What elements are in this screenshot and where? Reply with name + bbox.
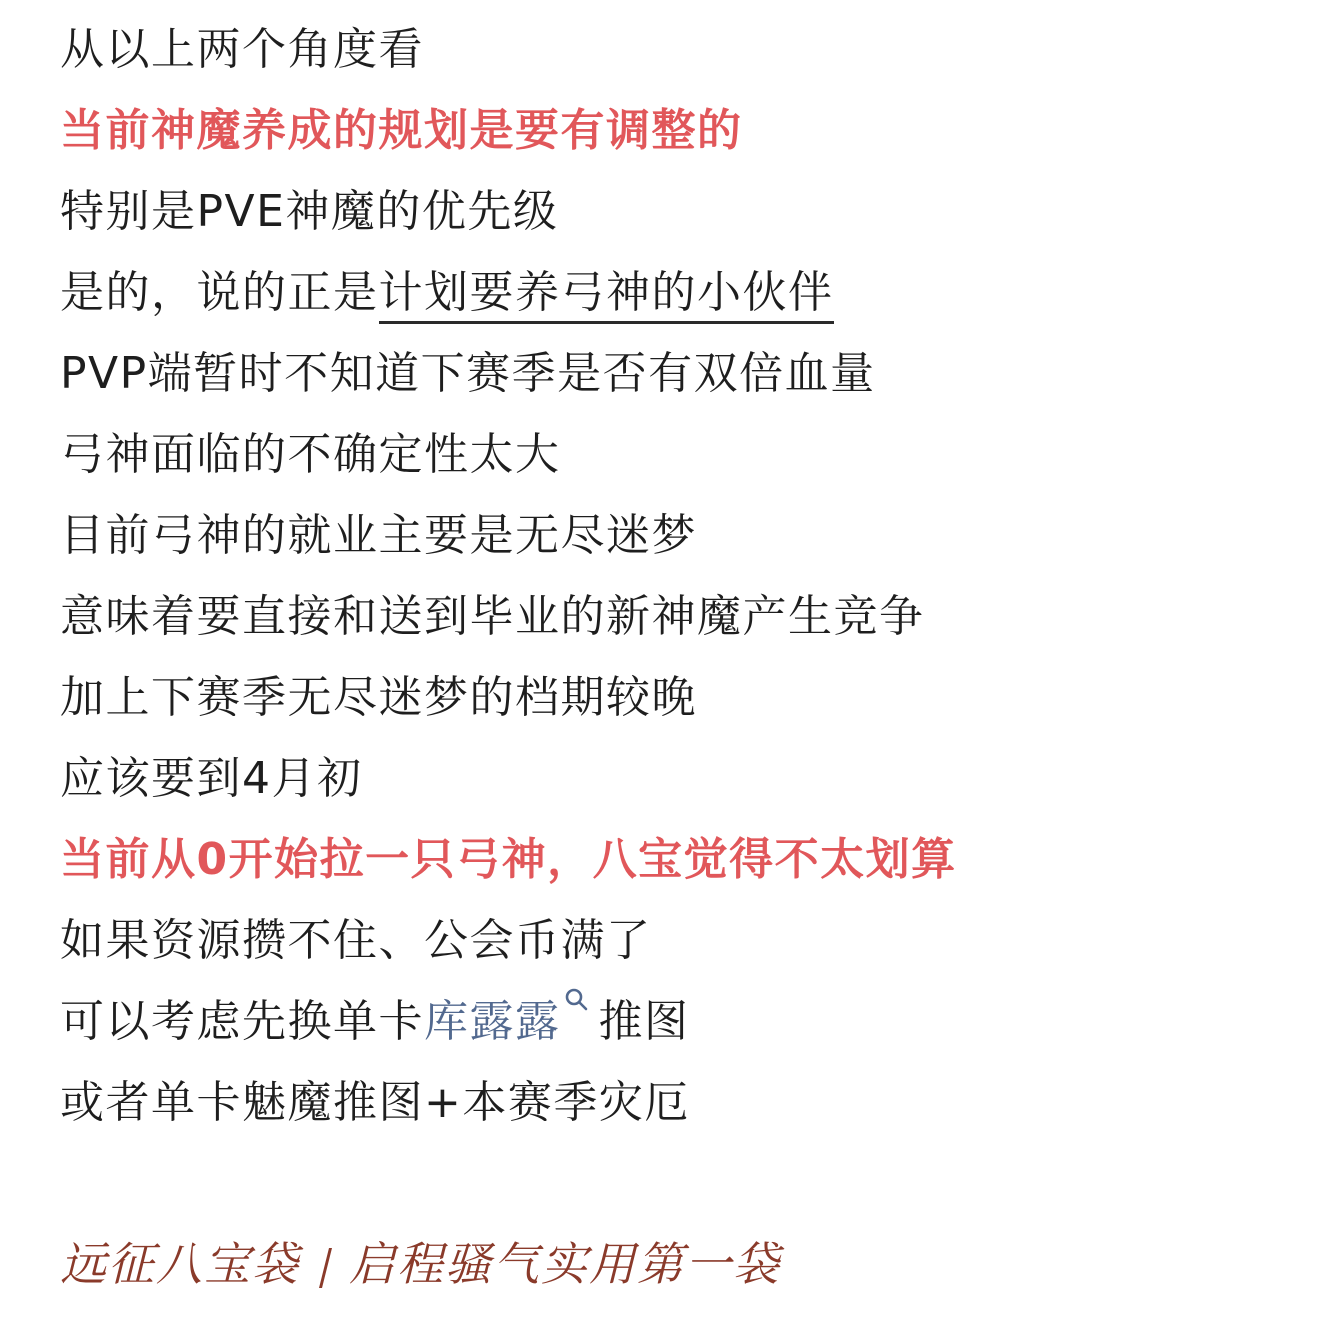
text-line: 应该要到4月初 [60,753,363,804]
text-line: 从以上两个角度看 [60,24,424,75]
text-line [60,265,834,321]
text-line: 或者单卡魅魔推图+本赛季灾厄 [60,1077,690,1128]
text-line: PVP端暂时不知道下赛季是否有双倍血量 [60,348,876,399]
text-line: 如果资源攒不住、公会币满了 [60,915,652,966]
highlight-line: 当前从0开始拉一只弓神，八宝觉得不太划算 [60,834,957,885]
search-link-kululu[interactable]: 库露露 [424,996,561,1047]
text-line: 加上下赛季无尽迷梦的档期较晚 [60,672,697,723]
text-line: 弓神面临的不确定性太大 [60,429,561,480]
text-segment: 是的，说的正是 [60,267,379,318]
search-icon[interactable] [563,994,589,1024]
footer-slogan: 启程骚气实用第一袋 [349,1237,781,1291]
text-segment: 推图 [598,996,690,1047]
text-line: 目前弓神的就业主要是无尽迷梦 [60,510,697,561]
footer-brand: 远征八宝袋 [60,1237,300,1291]
text-segment: 可以考虑先换单卡 [60,996,424,1047]
underlined-text: 计划要养弓神的小伙伴 [379,267,834,324]
text-line: 特别是PVE神魔的优先级 [60,186,559,237]
footer-divider [319,1248,332,1288]
text-line: 意味着要直接和送到毕业的新神魔产生竞争 [60,591,925,642]
text-line [60,994,690,1050]
footer-signature [60,1234,781,1294]
highlight-line: 当前神魔养成的规划是要有调整的 [60,105,743,156]
